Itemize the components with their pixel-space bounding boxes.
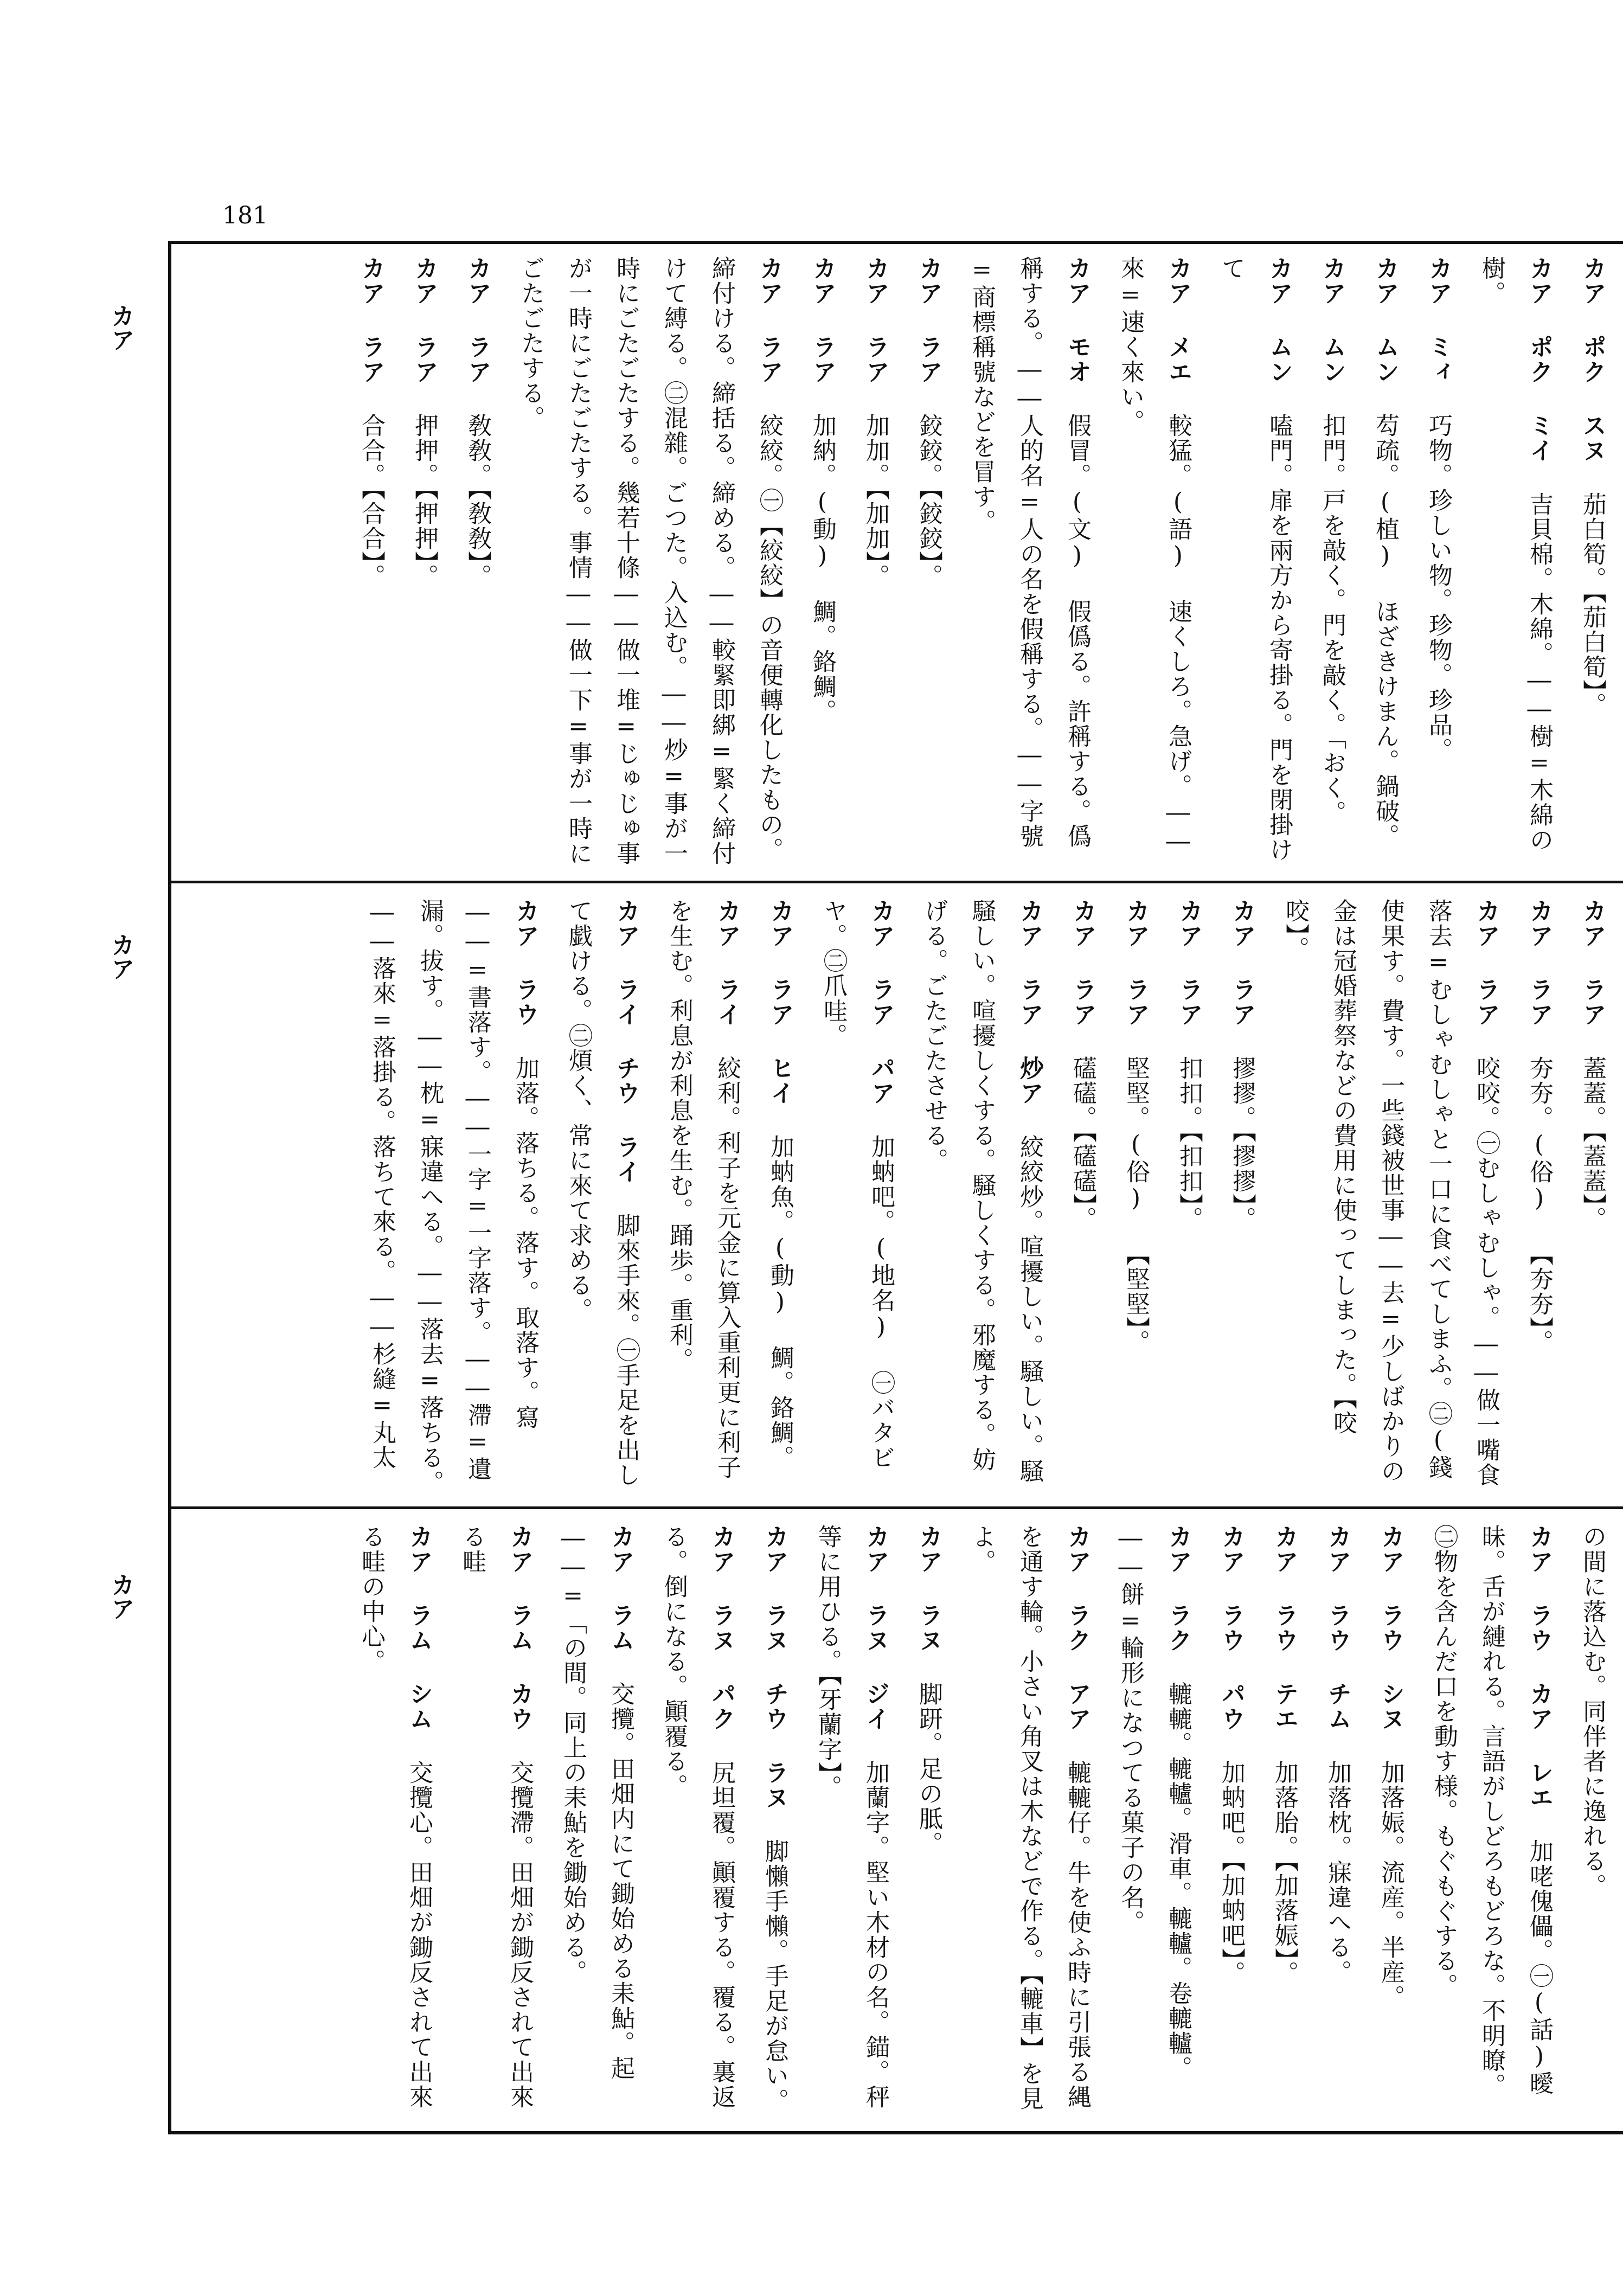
dictionary-entry bbox=[453, 256, 501, 870]
entry-headword: カア ラア bbox=[915, 256, 942, 384]
entry-headword: カア ラア bbox=[464, 256, 491, 384]
entry-headword: カア ポク スヌ bbox=[1579, 256, 1606, 463]
dictionary-entry bbox=[958, 256, 1101, 870]
dictionary-entry bbox=[1059, 899, 1106, 1496]
entry-headword: カア ラア bbox=[1228, 899, 1256, 1027]
entry-headword: カア ラウ チム bbox=[1324, 1524, 1351, 1731]
entry-definition: 押押。【押押】。 bbox=[410, 413, 438, 589]
entry-headword: カア ラム bbox=[607, 1524, 634, 1653]
dictionary-entry bbox=[798, 256, 846, 870]
dictionary-entry bbox=[1467, 256, 1563, 870]
entry-definition: 交攬滯。田畑が鋤反されて出來る畦 bbox=[458, 1524, 534, 2109]
dictionary-entry bbox=[904, 256, 952, 870]
section-top bbox=[168, 241, 1623, 881]
entry-headword: カア ライ チウ ライ bbox=[612, 899, 640, 1184]
entry-definition: 脚趼。足の胝。 bbox=[915, 1682, 942, 1856]
entry-definition: 加蘭字。堅い木材の名。錨。秤等に用ひる。【牙蘭字】。 bbox=[814, 1524, 889, 2109]
entry-headword: カア ラウ カア レエ bbox=[1525, 1524, 1553, 1810]
entry-definition: 轆轆。轆轤。滑車。轆轤。卷轆轤。――餅=輪形になつてる菓子の名。 bbox=[1117, 1524, 1192, 2081]
entry-definition: 芶疏。(植) ほざきけまん。鍋破。 bbox=[1371, 413, 1399, 849]
entry-definition: 絞絞炒。喧擾しい。騒しい。騒騒しい。喧擾しくする。騒しくする。邪魔する。妨げる。ごたごたさせる。 bbox=[920, 899, 1043, 1484]
entry-headword: カア ラア bbox=[1069, 899, 1096, 1027]
entry-definition: の間に落込む。同伴者に逸れる。 bbox=[1579, 1524, 1606, 1899]
entry-definition: 加落娠。流産。半産。 bbox=[1377, 1760, 1404, 2010]
dictionary-entry bbox=[1207, 1524, 1255, 2122]
entry-headword: カア ラア bbox=[357, 256, 385, 384]
entry-definition: 脚懶手懶。手足が怠い。 bbox=[761, 1839, 788, 2113]
dictionary-entry bbox=[904, 1524, 952, 2122]
entry-definition: 交攬。田畑内にて鋤始める耒鮎。起――=「の間。同上の耒鮎を鋤始める。 bbox=[559, 1524, 634, 2081]
section-bottom bbox=[168, 1509, 1623, 2133]
entry-definition: 加落胎。【加落娠】。 bbox=[1271, 1760, 1298, 1986]
dictionary-entry bbox=[1367, 1524, 1414, 2122]
entry-headword: カア ラヌ ジイ bbox=[862, 1524, 889, 1731]
entry-headword: カア ムン bbox=[1265, 256, 1293, 384]
entry-definition: 咬咬。㊀むしゃむしゃ。――做一嘴食落去=むしゃむしゃと一口に食べてしまふ。㊁(錢使果す。費す。一些錢被世事――去=少しばかりの金は冠婚葬祭などの費用に使ってしまった。【咬咬】。 bbox=[1281, 899, 1500, 1487]
entry-definition: 加納。(動) 鯛。鉻鯛。 bbox=[809, 413, 836, 724]
entry-definition: 轆轆仔。牛を使ふ時に引張る縄を通す輪。小さい角叉は木などで作る。【轆車】を見よ。 bbox=[968, 1524, 1091, 2111]
entry-headword: カア ラア bbox=[1175, 899, 1203, 1027]
dictionary-entry bbox=[347, 1524, 442, 2122]
entry-definition: 吉貝棉。木綿。――樹=木綿の樹。 bbox=[1478, 256, 1553, 852]
entry-definition: 加落。落ちる。落す。取落す。寫――=書落す。――一字=一字落す。――滯=遺漏。拔す。――枕=寐違へる。――落去=落ちる。――落來=落掛る。落ちて來る。――杉縫=丸太 bbox=[368, 899, 539, 1495]
margin-label: カア bbox=[107, 304, 134, 351]
dictionary-entry bbox=[756, 899, 804, 1496]
dictionary-entry bbox=[1308, 256, 1356, 870]
dictionary-entry bbox=[1313, 1524, 1361, 2122]
entry-definition: 脚來手來。㊀手足を出して戯ける。㊁煩く、常に來て求める。 bbox=[564, 899, 640, 1487]
dictionary-entry bbox=[506, 256, 793, 870]
entry-definition: 合合。【合合】。 bbox=[357, 413, 385, 589]
entry-definition: 扣扣。【扣扣】。 bbox=[1175, 1056, 1203, 1232]
entry-headword: カア ラウ テエ bbox=[1271, 1524, 1298, 1731]
dictionary-entry bbox=[1207, 256, 1303, 870]
dictionary-entry bbox=[1361, 256, 1409, 870]
entry-headword: カア ラク アア bbox=[1063, 1524, 1091, 1731]
entry-definition: 扣門。戸を敲く。門を敲く。「おく。 bbox=[1318, 413, 1346, 825]
entry-headword: カア ラム シム bbox=[405, 1524, 433, 1731]
entry-definition: 尻坦覆。顚覆する。覆る。裏返る。倒になる。顚覆る。 bbox=[660, 1524, 735, 2109]
entry-definition: 蓋蓋。【蓋蓋】。 bbox=[1579, 1056, 1606, 1232]
dictionary-entry bbox=[1218, 899, 1266, 1496]
section-middle bbox=[168, 883, 1623, 1506]
entry-definition: 敎敎。【敎敎】。 bbox=[464, 413, 491, 589]
entry-definition: 加蚋吧。【加蚋吧】。 bbox=[1217, 1760, 1245, 1986]
dictionary-entry bbox=[655, 899, 750, 1496]
entry-headword: カア ラウ シヌ bbox=[1377, 1524, 1404, 1731]
entry-definition: 較猛。(語) 速くしろ。急げ。――來=速く來い。 bbox=[1117, 256, 1192, 856]
entry-definition: 交攬心。田畑が鋤反されて出來る畦の中心。 bbox=[357, 1524, 433, 2109]
entry-headword: カア ラア 炒ア bbox=[1016, 899, 1043, 1106]
entry-definition: 加咾傀儡。㊀(話)曖昧。舌が縺れる。言語がしどろもどろな。不明瞭。㊁物を含んだ口を動す様。もぐもぐする。 bbox=[1430, 1524, 1553, 2098]
dictionary-entry bbox=[851, 256, 899, 870]
entry-definition: 嗑門。扉を兩方から寄掛る。門を閉掛けて bbox=[1217, 256, 1293, 862]
dictionary-entry bbox=[1568, 899, 1616, 1496]
dictionary-entry bbox=[554, 899, 650, 1496]
entry-definition: 鉸鉸。【鉸鉸】。 bbox=[915, 413, 942, 589]
entry-headword: カア ラム カウ bbox=[506, 1524, 534, 1731]
dictionary-entry bbox=[750, 1524, 798, 2122]
entry-definition: 加蚋魚。(動) 鯛。鉻鯛。 bbox=[766, 1134, 794, 1470]
entry-headword: カア ラア bbox=[755, 256, 783, 384]
entry-definition: 礚礚。【礚礚】。 bbox=[1069, 1056, 1096, 1232]
entry-definition: 加蚋吧。(地名) ㊀バタビヤ。㊁爪哇。 bbox=[819, 899, 895, 1470]
entry-headword: カア ラア bbox=[809, 256, 836, 384]
dictionary-entry bbox=[1568, 1524, 1616, 2122]
dictionary-entry bbox=[549, 1524, 644, 2122]
dictionary-entry bbox=[448, 1524, 543, 2122]
entry-headword: カア モオ bbox=[1063, 256, 1091, 384]
entry-definition: 茄白筍。【茄白筍】。 bbox=[1579, 492, 1606, 717]
dictionary-entry bbox=[1260, 1524, 1308, 2122]
dictionary-entry bbox=[1271, 899, 1510, 1496]
dictionary-entry bbox=[1106, 256, 1202, 870]
entry-headword: カア ラウ bbox=[511, 899, 539, 1027]
entry-definition: 夯夯。(俗) 【夯夯】。 bbox=[1525, 1056, 1553, 1355]
entry-headword: カア ラア bbox=[1122, 899, 1150, 1027]
entry-definition: 摎摎。【摎摎】。 bbox=[1228, 1056, 1256, 1232]
entry-definition: 巧物。珍しい物。珍物。珍品。 bbox=[1425, 413, 1452, 762]
dictionary-entry bbox=[804, 1524, 899, 2122]
dictionary-entry bbox=[400, 256, 448, 870]
entry-definition: 加加。【加加】。 bbox=[862, 413, 889, 589]
dictionary-entry bbox=[910, 899, 1053, 1496]
entry-headword: カア ラヌ パク bbox=[708, 1524, 735, 1731]
entry-headword: カア ラア ヒイ bbox=[766, 899, 794, 1106]
entry-headword: カア ラア bbox=[862, 256, 889, 384]
entry-headword: カア ライ bbox=[713, 899, 741, 1027]
dictionary-entry bbox=[347, 256, 395, 870]
dictionary-entry bbox=[809, 899, 904, 1496]
dictionary-entry bbox=[1106, 1524, 1202, 2122]
dictionary-entry bbox=[358, 899, 549, 1496]
entry-definition: 絞絞。㊀【絞絞】の音便轉化したもの。締付ける。締括る。締める。――較緊即綁=緊く締付けて縛る。㊁混雜。ごつた。入込む。――炒=事が一時にごたごたする。幾若十條――做一堆=じゅじゅ事が一時にごたごたする。事情――做一下=事が一時にごたごたする。 bbox=[517, 256, 783, 866]
page-number: 181 bbox=[222, 202, 268, 229]
entry-headword: カア ラア bbox=[410, 256, 438, 384]
entry-headword: カア メエ bbox=[1164, 256, 1192, 384]
entry-headword: カア ポク ミイ bbox=[1525, 256, 1553, 463]
entry-headword: カア ムン bbox=[1371, 256, 1399, 384]
dictionary-entry bbox=[1568, 256, 1616, 870]
dictionary-entry bbox=[1112, 899, 1159, 1496]
entry-headword: カア ムン bbox=[1318, 256, 1346, 384]
entry-headword: カア ミィ bbox=[1425, 256, 1452, 384]
entry-definition: 堅堅。(俗) 【堅堅】。 bbox=[1122, 1056, 1150, 1355]
dictionary-entry bbox=[1165, 899, 1213, 1496]
entry-headword: カア ラア パア bbox=[867, 899, 895, 1106]
entry-headword: カア ラヌ チウ ラヌ bbox=[761, 1524, 788, 1810]
entry-headword: カア ラク bbox=[1164, 1524, 1192, 1653]
dictionary-entry bbox=[958, 1524, 1101, 2122]
entry-headword: カア ラア bbox=[1579, 899, 1606, 1027]
margin-label: カア bbox=[107, 1573, 134, 1620]
entry-headword: カア ラウ パウ bbox=[1217, 1524, 1245, 1731]
entry-definition: 加落枕。寐違へる。 bbox=[1324, 1760, 1351, 1985]
dictionary-entry bbox=[650, 1524, 745, 2122]
margin-label: カア bbox=[107, 933, 134, 980]
entry-definition: 絞利。利子を元金に算入重利更に利子を生む。利息が利息を生む。踊歩。重利。 bbox=[665, 899, 741, 1480]
dictionary-entry bbox=[1414, 256, 1462, 870]
entry-headword: カア ラヌ bbox=[915, 1524, 942, 1653]
dictionary-entry bbox=[1420, 1524, 1563, 2122]
entry-headword: カア ラア bbox=[1472, 899, 1500, 1027]
dictionary-entry bbox=[1515, 899, 1563, 1496]
entry-definition: 假冒。(文) 假僞る。許稱する。僞稱する。――人的名=人の名を假稱する。――字號=商標稱號などを冒す。 bbox=[968, 256, 1091, 849]
entry-headword: カア ラア bbox=[1525, 899, 1553, 1027]
